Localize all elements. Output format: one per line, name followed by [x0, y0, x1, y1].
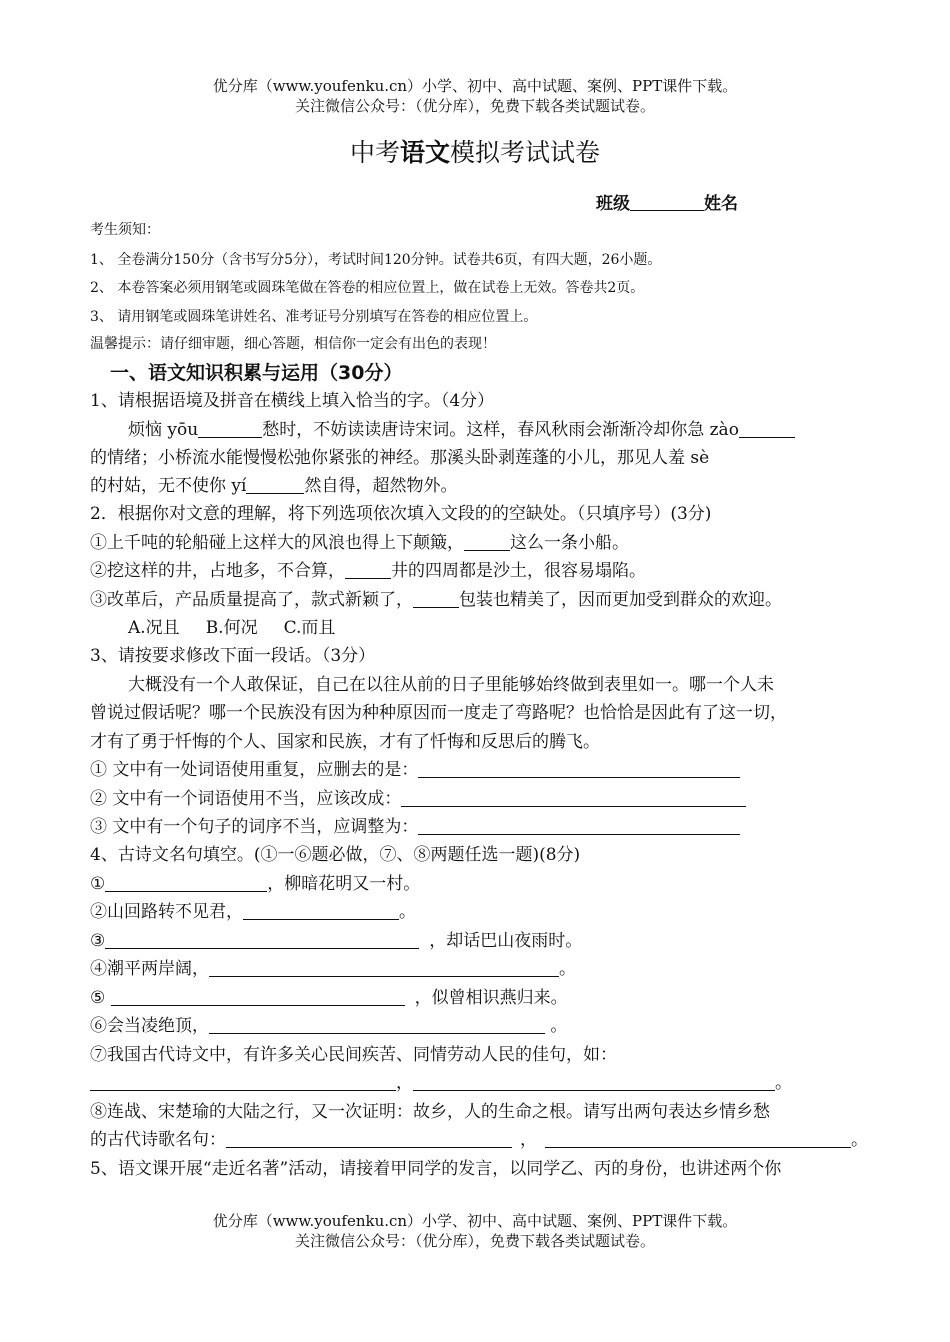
q4-item-6 — [90, 1014, 567, 1038]
title-emphasis: 语文 — [399, 138, 450, 167]
q3-sub-3 — [90, 815, 740, 839]
q4-item-4 — [90, 957, 576, 981]
notice-tip: 温馨提示：请仔细审题，细心答题，相信你一定会有出色的表现！ — [90, 336, 496, 352]
q4-item-3-pre: ③ — [90, 931, 106, 951]
q4-item-6-pre: ⑥会当凌绝顶， — [90, 1016, 209, 1036]
q2-item-2-text-a: ②挖这样的井，占地多，不合算， — [90, 561, 345, 581]
q1-blank-3[interactable] — [246, 475, 304, 494]
q4-blank-8b[interactable] — [545, 1129, 851, 1148]
q1-blank-1[interactable] — [198, 419, 262, 438]
q4-item-8-line-2 — [90, 1128, 868, 1152]
q3-para-3: 才有了勇于忏悔的个人、国家和民族，才有了忏悔和反思后的腾飞。 — [90, 732, 600, 752]
q2-blank-2[interactable] — [345, 560, 391, 579]
q2-prompt: 2．根据你对文意的理解，将下列选项依次填入文段的的空缺处。（只填序号）(3分) — [90, 504, 712, 524]
q1-line-2 — [90, 446, 709, 470]
q3-para-2: 曾说过假话呢？哪一个民族没有因为种种原因而一度走了弯路呢？也恰恰是因此有了这一切， — [90, 703, 787, 723]
q2-item-1-text-b: 这么一条小船。 — [510, 533, 629, 553]
q1-text-1a: 烦恼 yōu — [128, 420, 199, 440]
q3-sub-2 — [90, 787, 746, 811]
q3-answer-2[interactable] — [401, 788, 746, 807]
q1-line-1 — [128, 418, 795, 442]
q3-answer-1[interactable] — [418, 759, 740, 778]
q1-text-1b: 愁时，不妨读读唐诗宋词。这样，春风秋雨会渐渐冷却你急 zào — [262, 420, 739, 440]
class-name-line — [596, 192, 738, 215]
q4-item-4-pre: ④潮平两岸阔， — [90, 959, 209, 979]
q2-item-1 — [90, 531, 629, 555]
q4-blank-4[interactable] — [209, 958, 559, 977]
q4-blank-5[interactable] — [111, 987, 405, 1006]
q1-text-3a: 的村姑，无不使你 yí — [90, 476, 247, 496]
q4-item-1-pre: ① — [90, 874, 106, 894]
class-blank[interactable] — [630, 192, 704, 211]
q4-item-5-pre: ⑤ — [90, 988, 111, 1008]
q2-blank-1[interactable] — [464, 532, 510, 551]
q2-option-c: C.而且 — [283, 618, 336, 638]
q4-item-5 — [90, 986, 568, 1010]
q4-blank-7a[interactable] — [90, 1072, 396, 1091]
q3-sub-1-text: ① 文中有一处词语使用重复，应删去的是： — [90, 760, 419, 780]
q4-item-8-end: 。 — [851, 1130, 868, 1150]
q3-prompt: 3、请按要求修改下面一段话。（3分） — [90, 646, 376, 666]
q3-para-1: 大概没有一个人敢保证，自己在以往从前的日子里能够始终做到表里如一。哪一个人未 — [128, 675, 774, 695]
q4-item-7: ⑦我国古代诗文中，有许多关心民间疾苦、同情劳动人民的佳句，如： — [90, 1045, 617, 1065]
q4-item-1 — [90, 872, 420, 896]
q4-item-2-pre: ②山回路转不见君， — [90, 902, 243, 922]
q1-blank-2[interactable] — [739, 419, 795, 438]
q4-item-2-post: 。 — [399, 902, 416, 922]
notice-heading: 考生须知： — [90, 222, 160, 238]
q4-item-2 — [90, 900, 416, 924]
q4-item-4-post: 。 — [559, 959, 576, 979]
q3-sub-2-text: ② 文中有一个词语使用不当，应该改成： — [90, 789, 402, 809]
q1-text-3b: 然自得，超然物外。 — [304, 476, 458, 496]
q2-item-3-text-a: ③改革后，产品质量提高了，款式新颖了， — [90, 590, 413, 610]
q4-prompt: 4、古诗文名句填空。(①一⑥题必做，⑦、⑧两题任选一题)(8分) — [90, 845, 581, 865]
q4-item-1-post: ，柳暗花明又一村。 — [267, 874, 421, 894]
q4-blank-6[interactable] — [209, 1015, 545, 1034]
q3-sub-1 — [90, 758, 740, 782]
page-title — [0, 136, 950, 170]
q2-item-1-text-a: ①上千吨的轮船碰上这样大的风浪也得上下颠簸， — [90, 533, 464, 553]
q4-item-3 — [90, 929, 582, 953]
q1-prompt: 1、请根据语境及拼音在横线上填入恰当的字。（4分） — [90, 391, 495, 411]
q4-item-5-post: ，似曾相识燕归来。 — [414, 988, 568, 1008]
q2-item-3 — [90, 588, 782, 612]
q4-blank-2[interactable] — [243, 901, 399, 920]
class-label: 班级 — [596, 194, 630, 214]
q4-item-8-mid: ， — [520, 1130, 537, 1150]
q4-item-8-text: 的古代诗歌名句： — [90, 1130, 226, 1150]
q3-sub-3-text: ③ 文中有一个句子的词序不当，应调整为： — [90, 817, 419, 837]
q4-blank-7b[interactable] — [413, 1072, 775, 1091]
name-label: 姓名 — [704, 194, 738, 214]
q2-item-2 — [90, 559, 646, 583]
q3-answer-3[interactable] — [418, 816, 740, 835]
q4-blank-1[interactable] — [105, 873, 267, 892]
header-line-2: 关注微信公众号：（优分库），免费下载各类试题试卷。 — [294, 97, 655, 115]
footer-line-1: 优分库（www.youfenku.cn）小学、初中、高中试题、案例、PPT课件下载。 — [212, 1212, 738, 1230]
footer-line-2: 关注微信公众号：（优分库），免费下载各类试题试卷。 — [294, 1232, 655, 1250]
q4-item-8-line-1: ⑧连战、宋楚瑜的大陆之行，又一次证明：故乡，人的生命之根。请写出两句表达乡情乡愁 — [90, 1102, 770, 1122]
q2-option-a: A.况且 — [128, 618, 180, 638]
notice-item-2: 2、 本卷答案必须用钢笔或圆珠笔做在答卷的相应位置上，做在试卷上无效。答卷共2页。 — [90, 280, 645, 296]
q4-item-7-end: 。 — [775, 1073, 792, 1093]
q4-blank-8a[interactable] — [226, 1129, 512, 1148]
notice-item-3: 3、 请用钢笔或圆珠笔讲姓名、准考证号分别填写在答卷的相应位置上。 — [90, 309, 538, 325]
section-1-title: 一、语文知识积累与运用（30分） — [110, 362, 403, 384]
q1-line-3 — [90, 474, 457, 498]
q4-item-6-post: 。 — [545, 1016, 568, 1036]
notice-item-1: 1、 全卷满分150分（含书写分5分），考试时间120分钟。试卷共6页，有四大题，26小题。 — [90, 252, 662, 268]
q1-text-2: 的情绪；小桥流水能慢慢松弛你紧张的神经。那溪头卧剥莲蓬的小儿，那见人羞 sè — [90, 448, 710, 468]
title-suffix: 模拟考试试卷 — [450, 138, 601, 167]
q2-blank-3[interactable] — [413, 589, 459, 608]
title-prefix: 中考 — [349, 138, 400, 167]
q4-item-3-post: ，却话巴山夜雨时。 — [429, 931, 583, 951]
q4-item-7-mid: ， — [396, 1073, 413, 1093]
q4-item-7-answers — [90, 1071, 792, 1095]
q2-options — [128, 616, 335, 640]
header-line-1: 优分库（www.youfenku.cn）小学、初中、高中试题、案例、PPT课件下载。 — [212, 77, 738, 95]
q2-option-b: B.何况 — [205, 618, 258, 638]
q5-prompt: 5、语文课开展“走近名著”活动，请接着甲同学的发言，以同学乙、丙的身份，也讲述两个你 — [90, 1159, 782, 1179]
q2-item-3-text-b: 包装也精美了，因而更加受到群众的欢迎。 — [459, 590, 782, 610]
q2-item-2-text-b: 井的四周都是沙土，很容易塌陷。 — [391, 561, 646, 581]
q4-blank-3[interactable] — [105, 930, 419, 949]
